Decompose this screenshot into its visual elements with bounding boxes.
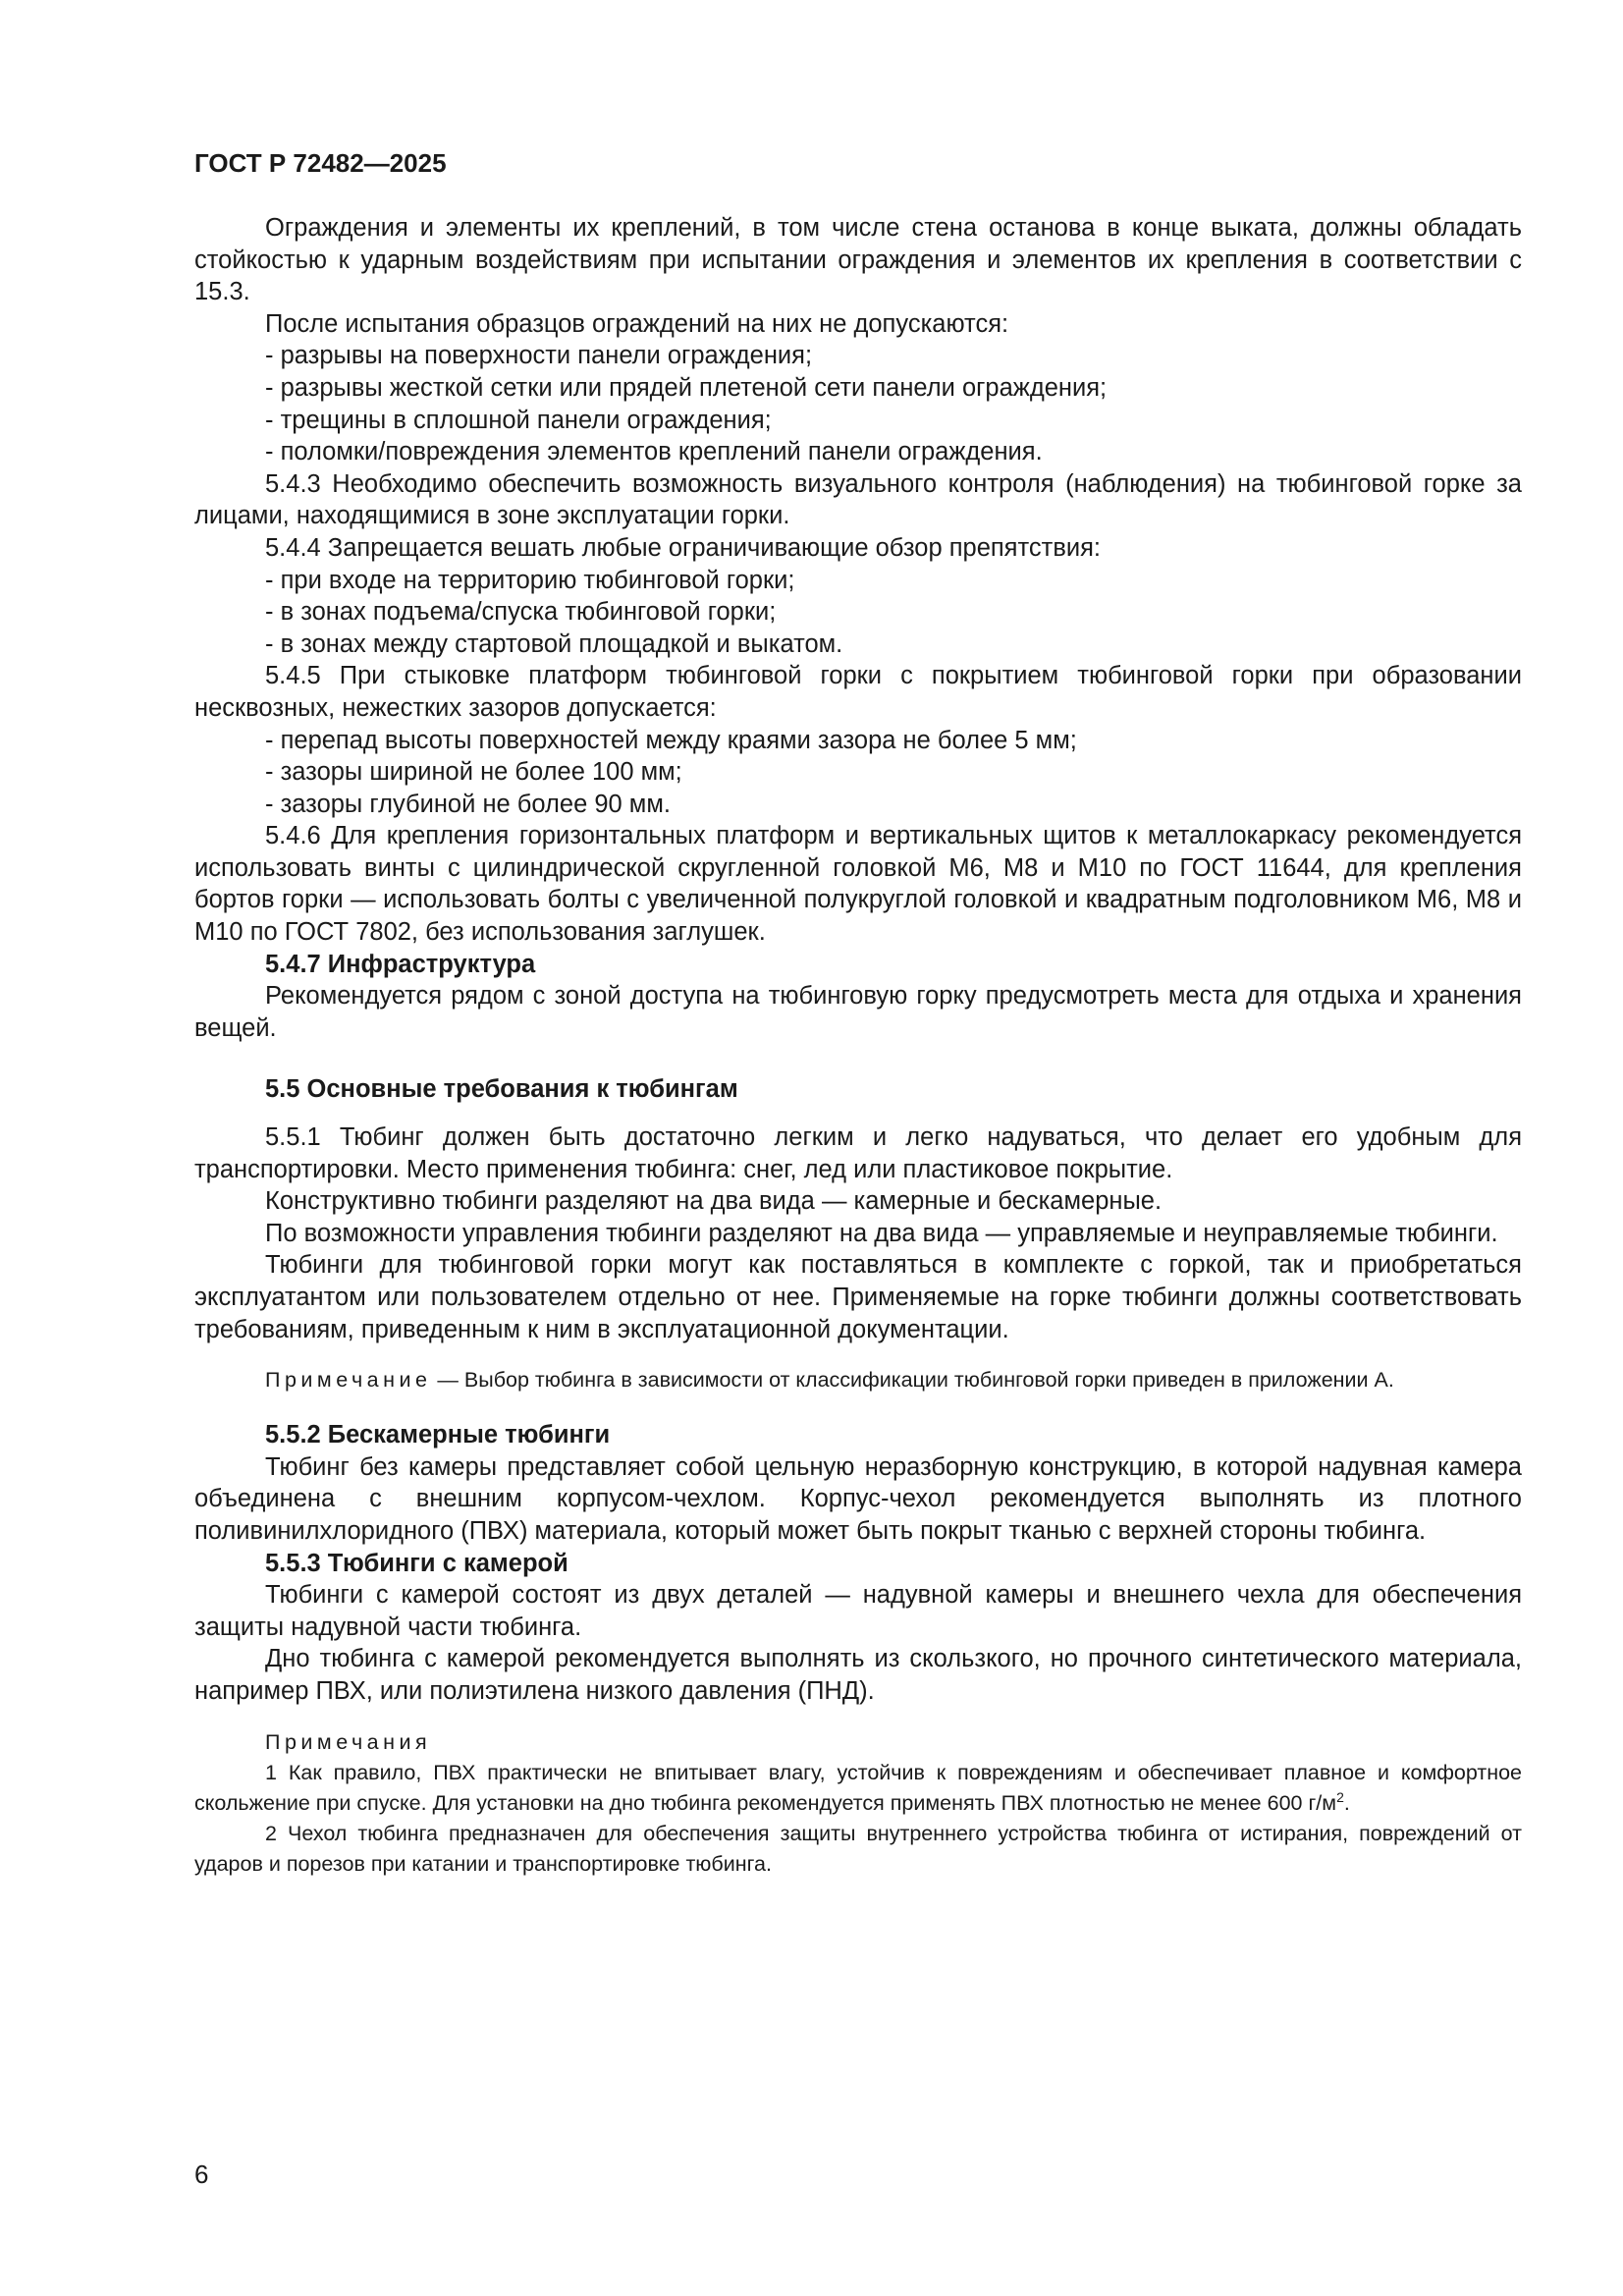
subsection-title: 5.4.7 Инфраструктура xyxy=(265,950,536,978)
note-item: 2 Чехол тюбинга предназначен для обеспечения защиты внутреннего устройства тюбинга от истирания, повреждений от ударов и порезов при катании и транспортировке тюбинга. xyxy=(194,1821,1522,1876)
document-code-header: ГОСТ Р 72482—2025 xyxy=(194,148,447,178)
notes-label: Примечания xyxy=(265,1729,432,1754)
note-body: — Выбор тюбинга в зависимости от классификации тюбинговой горки приведен в приложении А. xyxy=(431,1368,1394,1393)
list-item: - перепад высоты поверхностей между краями зазора не более 5 мм; xyxy=(265,726,1077,754)
paragraph: 5.4.5 При стыковке платформ тюбинговой горки с покрытием тюбинговой горки при образовании несквозных, нежестких зазоров допускается: xyxy=(194,662,1522,722)
subsection-title: 5.5.3 Тюбинги с камерой xyxy=(265,1549,568,1577)
note xyxy=(194,1365,1522,1395)
list-item: - зазоры шириной не более 100 мм; xyxy=(265,758,682,787)
page-number: 6 xyxy=(194,2159,209,2189)
paragraph: Рекомендуется рядом с зоной доступа на тюбинговую горку предусмотреть места для отдыха и хранения вещей. xyxy=(194,982,1522,1042)
paragraph: Дно тюбинга с камерой рекомендуется выполнять из скользкого, но прочного синтетического материала, например ПВХ, или полиэтилена низкого давления (ПНД). xyxy=(194,1645,1522,1705)
document-page xyxy=(194,147,1522,1903)
paragraph: Тюбинги с камерой состоят из двух деталей — надувной камеры и внешнего чехла для обеспечения защиты надувной части тюбинга. xyxy=(194,1581,1522,1641)
list-item: - разрывы жесткой сетки или прядей плетеной сети панели ограждения; xyxy=(265,373,1108,402)
paragraph: По возможности управления тюбинги разделяют на два вида — управляемые и неуправляемые тюбинги. xyxy=(265,1219,1498,1247)
section-title: 5.5 Основные требования к тюбингам xyxy=(265,1075,738,1104)
list-item: - в зонах между стартовой площадкой и выкатом. xyxy=(265,629,843,658)
paragraph: 5.4.4 Запрещается вешать любые ограничивающие обзор препятствия: xyxy=(265,533,1102,562)
note-label: Примечание xyxy=(265,1368,432,1393)
paragraph: Ограждения и элементы их креплений, в том числе стена останова в конце выката, должны обладать стойкостью к ударным воздействиям при испытании ограждения и элементов их крепления в соответствии с 15.3. xyxy=(194,214,1522,306)
note-text xyxy=(194,1365,1522,1395)
list-item: - поломки/повреждения элементов креплений панели ограждения. xyxy=(265,438,1043,466)
paragraph: Тюбинг без камеры представляет собой цельную неразборную конструкцию, в которой надувная камера объединена с внешним корпусом-чехлом. Корпус-чехол рекомендуется выполнять из плотного поливинилхлоридного (ПВХ) материала, который может быть покрыт тканью с верхней стороны тюбинга. xyxy=(194,1452,1522,1545)
subsection-title: 5.5.2 Бескамерные тюбинги xyxy=(265,1421,611,1449)
note-item: 1 Как правило, ПВХ практически не впитывает влагу, устойчив к повреждениям и обеспечивает плавное и комфортное скольжение при спуске. Для установки на дно тюбинга рекомендуется применять ПВХ плотностью не менее 600 $г/м^2$. xyxy=(194,1760,1522,1815)
paragraph: После испытания образцов ограждений на них не допускаются: xyxy=(265,309,1009,338)
list-item: - зазоры глубиной не более 90 мм. xyxy=(265,790,671,818)
list-item: - в зонах подъема/спуска тюбинговой горки; xyxy=(265,598,777,627)
paragraph: Тюбинги для тюбинговой горки могут как поставляться в комплекте с горкой, так и приобретаться эксплуатантом или пользователем отдельно от нее. Применяемые на горке тюбинги должны соответствовать требованиям, приведенным к ним в эксплуатационной документации. xyxy=(194,1251,1522,1343)
paragraph: Конструктивно тюбинги разделяют на два вида — камерные и бескамерные. xyxy=(265,1187,1163,1216)
paragraph: 5.4.3 Необходимо обеспечить возможность визуального контроля (наблюдения) на тюбинговой горке за лицами, находящимися в зоне эксплуатации горки. xyxy=(194,469,1522,530)
section-5-4-continued xyxy=(194,212,1522,1044)
notes xyxy=(194,1727,1522,1880)
list-item: - разрывы на поверхности панели ограждения; xyxy=(265,342,813,370)
list-item: - при входе на территорию тюбинговой горки; xyxy=(265,566,795,594)
paragraph: 5.4.6 Для крепления горизонтальных платформ и вертикальных щитов к металлокаркасу рекомендуется использовать винты с цилиндрической скругленной головкой М6, М8 и М10 по ГОСТ 11644, для крепления бортов горки — использовать болты с увеличенной полукруглой головкой и квадратным подголовником М6, М8 и М10 по ГОСТ 7802, без использования заглушек. xyxy=(194,822,1522,947)
paragraph: 5.5.1 Тюбинг должен быть достаточно легким и легко надуваться, что делает его удобным для транспортировки. Место применения тюбинга: снег, лед или пластиковое покрытие. xyxy=(194,1123,1522,1183)
section-5-5 xyxy=(194,1121,1522,1880)
list-item: - трещины в сплошной панели ограждения; xyxy=(265,406,772,434)
